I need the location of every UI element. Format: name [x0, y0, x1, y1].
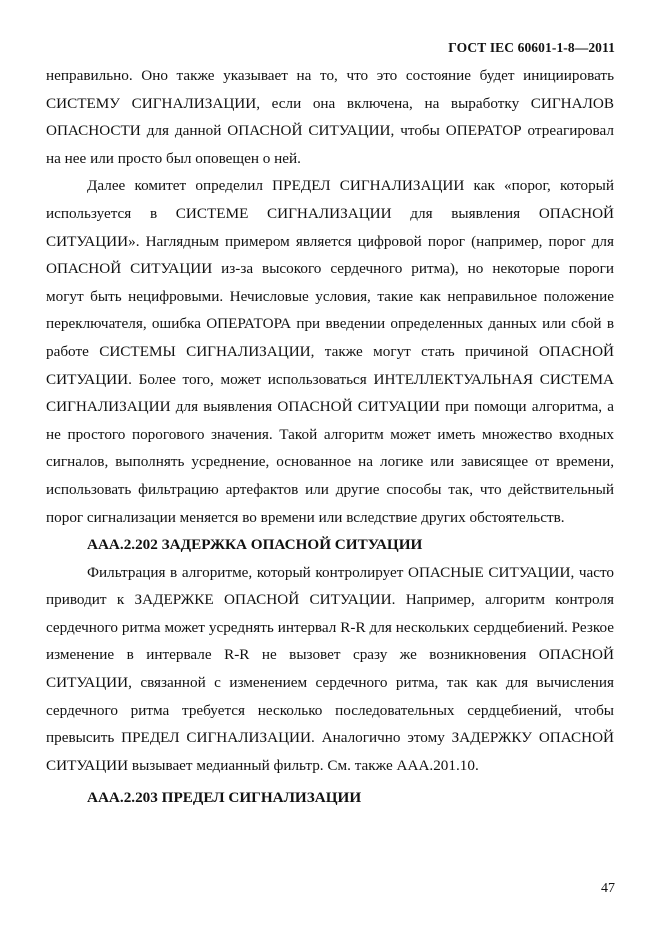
page-body: [46, 62, 614, 812]
paragraph-continued: неправильно. Оно также указывает на то, что это состояние будет инициировать СИСТЕМУ СИГНАЛИЗАЦИИ, если она включена, на выработку СИГНАЛОВ ОПАСНОСТИ для данной ОПАСНОЙ СИТУАЦИИ, чтобы ОПЕРАТОР отреагировал на нее или просто был оповещен о ней.: [46, 67, 614, 167]
paragraph-filtering-delay: Фильтрация в алгоритме, который контролирует ОПАСНЫЕ СИТУАЦИИ, часто приводит к ЗАДЕРЖКЕ ОПАСНОЙ СИТУАЦИИ. Например, алгоритм контроля сердечного ритма может усреднять интервал R-R для нескольких сердцебиений. Резкое изменение в интервале R-R не вызовет сразу же возникновения ОПАСНОЙ СИТУАЦИИ, связанной с изменением сердечного ритма, так как для вычисления сердечного ритма требуется несколько последовательных сердцебиений, чтобы превысить ПРЕДЕЛ СИГНАЛИЗАЦИИ. Аналогично этому ЗАДЕРЖКУ ОПАСНОЙ СИТУАЦИИ вызывает медианный фильтр. См. также ААА.201.10.: [46, 563, 614, 774]
section-heading-alarm-limit: ААА.2.203 ПРЕДЕЛ СИГНАЛИЗАЦИИ: [87, 789, 362, 807]
paragraph-alarm-limit-definition: Далее комитет определил ПРЕДЕЛ СИГНАЛИЗАЦИИ как «порог, который используется в СИСТЕМЕ СИГНАЛИЗАЦИИ для выявления ОПАСНОЙ СИТУАЦИИ». Наглядным примером является цифровой порог (например, порог для ОПАСНОЙ СИТУАЦИИ из-за высокого сердечного ритма), но некоторые пороги могут быть нецифровыми. Нечисловые условия, такие как неправильное положение переключателя, ошибка ОПЕРАТОРА при введении определенных данных или сбой в работе СИСТЕМЫ СИГНАЛИЗАЦИИ, также могут стать причиной ОПАСНОЙ СИТУАЦИИ. Более того, может использоваться ИНТЕЛЛЕКТУАЛЬНАЯ СИСТЕМА СИГНАЛИЗАЦИИ для выявления ОПАСНОЙ СИТУАЦИИ при помощи алгоритма, а не простого порогового значения. Такой алгоритм может иметь множество входных сигналов, выполнять усреднение, основанное на логике или зависящее от времени, использовать фильтрацию артефактов или другие способы так, что действительный порог сигнализации меняется во времени или вследствие других обстоятельств.: [46, 177, 614, 526]
standard-code-header: ГОСТ IEC 60601-1-8—2011: [448, 40, 615, 55]
page-number: 47: [601, 881, 615, 896]
section-heading-alarm-condition-delay: ААА.2.202 ЗАДЕРЖКА ОПАСНОЙ СИТУАЦИИ: [87, 536, 423, 554]
